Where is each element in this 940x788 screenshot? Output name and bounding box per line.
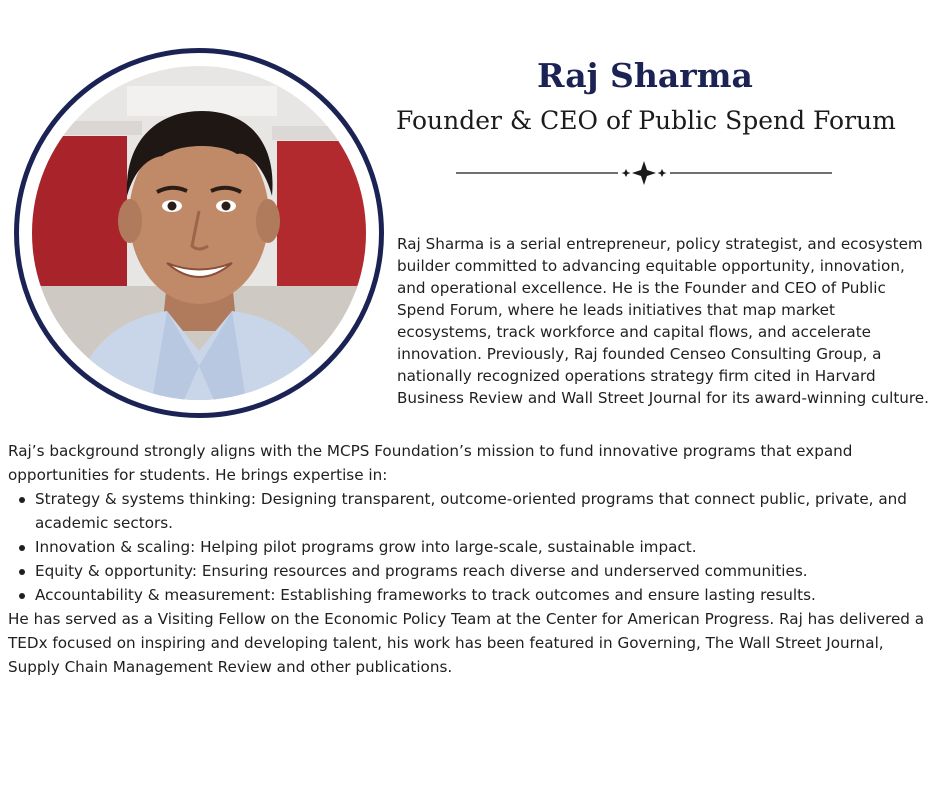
portrait-frame — [14, 48, 384, 418]
sparkle-divider-icon — [456, 158, 832, 188]
profile-photo — [32, 66, 366, 400]
person-title: Founder & CEO of Public Spend Forum — [396, 106, 896, 135]
background-closing: He has served as a Visiting Fellow on the Economic Policy Team at the Center for American Progress. Raj has delivered a TEDx focused on inspiring and developing talent, his work has been featured in Governing, The Wall Street Journal, Supply Chain Management Review and other publications. — [8, 610, 925, 676]
background-section — [8, 439, 928, 679]
expertise-item: Innovation & scaling: Helping pilot programs grow into large-scale, sustainable impact. — [35, 535, 928, 559]
person-name: Raj Sharma — [537, 56, 753, 95]
expertise-item: Equity & opportunity: Ensuring resources and programs reach diverse and underserved communities. — [35, 559, 928, 583]
expertise-item: Strategy & systems thinking: Designing transparent, outcome-oriented programs that connect public, private, and academic sectors. — [35, 487, 928, 535]
expertise-item: Accountability & measurement: Establishing frameworks to track outcomes and ensure lasting results. — [35, 583, 928, 607]
bio-paragraph: Raj Sharma is a serial entrepreneur, policy strategist, and ecosystem builder committed to advancing equitable opportunity, innovation, and operational excellence. He is the Founder and CEO of Public Spend Forum, where he leads initiatives that map market ecosystems, track workforce and capital flows, and accelerate innovation. Previously, Raj founded Censeo Consulting Group, a nationally recognized operations strategy firm cited in Harvard Business Review and Wall Street Journal for its award-winning culture. — [397, 235, 929, 407]
expertise-list — [8, 487, 928, 607]
photo-illustration — [32, 66, 366, 400]
background-intro: Raj’s background strongly aligns with the MCPS Foundation’s mission to fund innovative programs that expand opportunities for students. He brings expertise in: — [8, 442, 853, 484]
